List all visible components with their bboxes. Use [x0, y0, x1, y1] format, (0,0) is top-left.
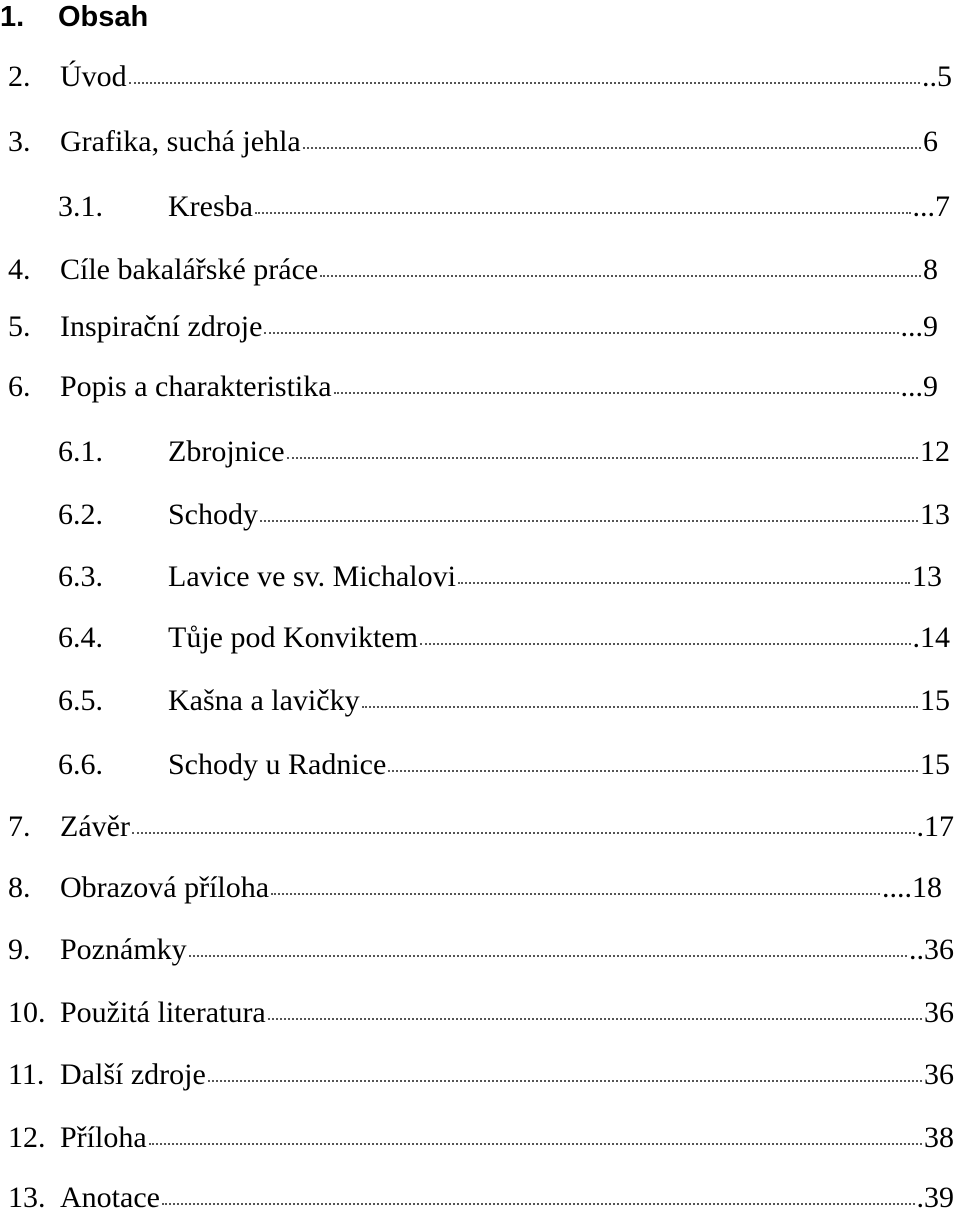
toc-entry-page: ...9 [900, 370, 938, 403]
toc-entry[interactable] [8, 863, 942, 913]
toc-entry-number: 6.2. [58, 498, 103, 531]
toc-entry-page: ...9 [900, 310, 938, 343]
toc-entry-title: Cíle bakalářské práce [60, 253, 319, 286]
toc-entry-title: Kresba [168, 190, 253, 223]
toc-entry-number: 3.1. [58, 190, 103, 223]
dot-leader [268, 998, 922, 1028]
toc-entry-title: Schody [168, 498, 258, 531]
toc-entry-title: Obrazová příloha [60, 871, 270, 904]
toc-entry-title: Použitá literatura [60, 996, 266, 1029]
toc-entry-page: 15 [920, 748, 950, 781]
toc-entry-title: Zbrojnice [168, 435, 285, 468]
toc-entry[interactable] [8, 988, 954, 1038]
dot-leader [334, 372, 899, 402]
toc-entry-page: 36 [924, 1058, 954, 1091]
toc-entry-number: 13. [8, 1181, 46, 1214]
dot-leader [458, 562, 910, 592]
toc-heading [0, 0, 148, 42]
dot-leader [271, 873, 880, 903]
toc-entry-number: 10. [8, 996, 46, 1029]
toc-entry-title: Příloha [60, 1121, 147, 1154]
toc-entry-number: 4. [8, 253, 31, 286]
toc-entry-title: Kašna a lavičky [168, 684, 360, 717]
toc-entry-title: Anotace [60, 1181, 160, 1214]
toc-entry-number: 8. [8, 871, 31, 904]
toc-entry-number: 6.1. [58, 435, 103, 468]
toc-entry-page: .17 [916, 810, 954, 843]
toc-entry[interactable] [8, 362, 938, 412]
toc-entry-page: 12 [920, 435, 950, 468]
dot-leader [132, 812, 915, 842]
toc-entry[interactable] [58, 427, 950, 477]
toc-entry-page: .14 [912, 621, 950, 654]
toc-entry-title: Tůje pod Konviktem [168, 621, 418, 654]
dot-leader [320, 255, 921, 285]
toc-entry-title: Grafika, suchá jehla [60, 125, 301, 158]
toc-entry-number: 12. [8, 1121, 46, 1154]
toc-entry-number: 6. [8, 370, 31, 403]
toc-entry-number: 7. [8, 810, 31, 843]
dot-leader [162, 1183, 915, 1213]
toc-entry-title: Schody u Radnice [168, 748, 387, 781]
toc-entry[interactable] [8, 245, 938, 295]
toc-entry-page: ....18 [882, 871, 942, 904]
toc-entry-page: ..5 [922, 60, 952, 93]
toc-entry[interactable] [8, 52, 952, 102]
toc-entry-number: 3. [8, 125, 31, 158]
dot-leader [362, 686, 918, 716]
toc-entry[interactable] [58, 182, 950, 232]
toc-entry[interactable] [8, 1173, 954, 1223]
dot-leader [287, 437, 918, 467]
toc-entry-page: ..36 [909, 933, 954, 966]
dot-leader [264, 312, 898, 342]
dot-leader [303, 127, 921, 157]
dot-leader [260, 500, 918, 530]
toc-entry[interactable] [8, 802, 954, 852]
dot-leader [189, 935, 907, 965]
dot-leader [420, 623, 911, 653]
toc-entry-title: Inspirační zdroje [60, 310, 263, 343]
dot-leader [208, 1060, 922, 1090]
dot-leader [149, 1123, 922, 1153]
toc-entry-number: 6.4. [58, 621, 103, 654]
dot-leader [388, 750, 918, 780]
toc-entry-page: 15 [920, 684, 950, 717]
toc-entry-number: 9. [8, 933, 31, 966]
toc-entry-page: 6 [923, 125, 938, 158]
toc-entry-title: Závěr [60, 810, 130, 843]
dot-leader [129, 62, 920, 92]
toc-heading-number: 1. [0, 1, 25, 33]
toc-entry[interactable] [8, 117, 938, 167]
toc-entry-title: Další zdroje [60, 1058, 206, 1091]
toc-entry-page: 13 [920, 498, 950, 531]
toc-entry-title: Poznámky [60, 933, 187, 966]
toc-entry-title: Popis a charakteristika [60, 370, 332, 403]
toc-entry-page: ...7 [912, 190, 950, 223]
toc-entry[interactable] [58, 740, 950, 790]
toc-entry-number: 6.5. [58, 684, 103, 717]
toc-entry-page: .39 [916, 1181, 954, 1214]
toc-entry-page: 36 [924, 996, 954, 1029]
toc-heading-title: Obsah [58, 1, 149, 33]
toc-entry-page: 38 [924, 1121, 954, 1154]
toc-entry[interactable] [8, 925, 954, 975]
toc-entry[interactable] [58, 676, 950, 726]
toc-entry-number: 2. [8, 60, 31, 93]
dot-leader [255, 192, 911, 222]
toc-entry[interactable] [58, 552, 942, 602]
toc-entry-number: 6.6. [58, 748, 103, 781]
toc-entry-number: 11. [8, 1058, 45, 1091]
toc-entry[interactable] [8, 302, 938, 352]
toc-entry-page: 8 [923, 253, 938, 286]
toc-entry-title: Lavice ve sv. Michalovi [168, 560, 456, 593]
toc-entry-title: Úvod [60, 60, 127, 93]
toc-entry-number: 6.3. [58, 560, 103, 593]
toc-entry[interactable] [58, 490, 950, 540]
toc-entry[interactable] [8, 1050, 954, 1100]
toc-entry[interactable] [8, 1113, 954, 1163]
toc-entry-number: 5. [8, 310, 31, 343]
toc-entry[interactable] [58, 613, 950, 663]
toc-entry-page: 13 [912, 560, 942, 593]
